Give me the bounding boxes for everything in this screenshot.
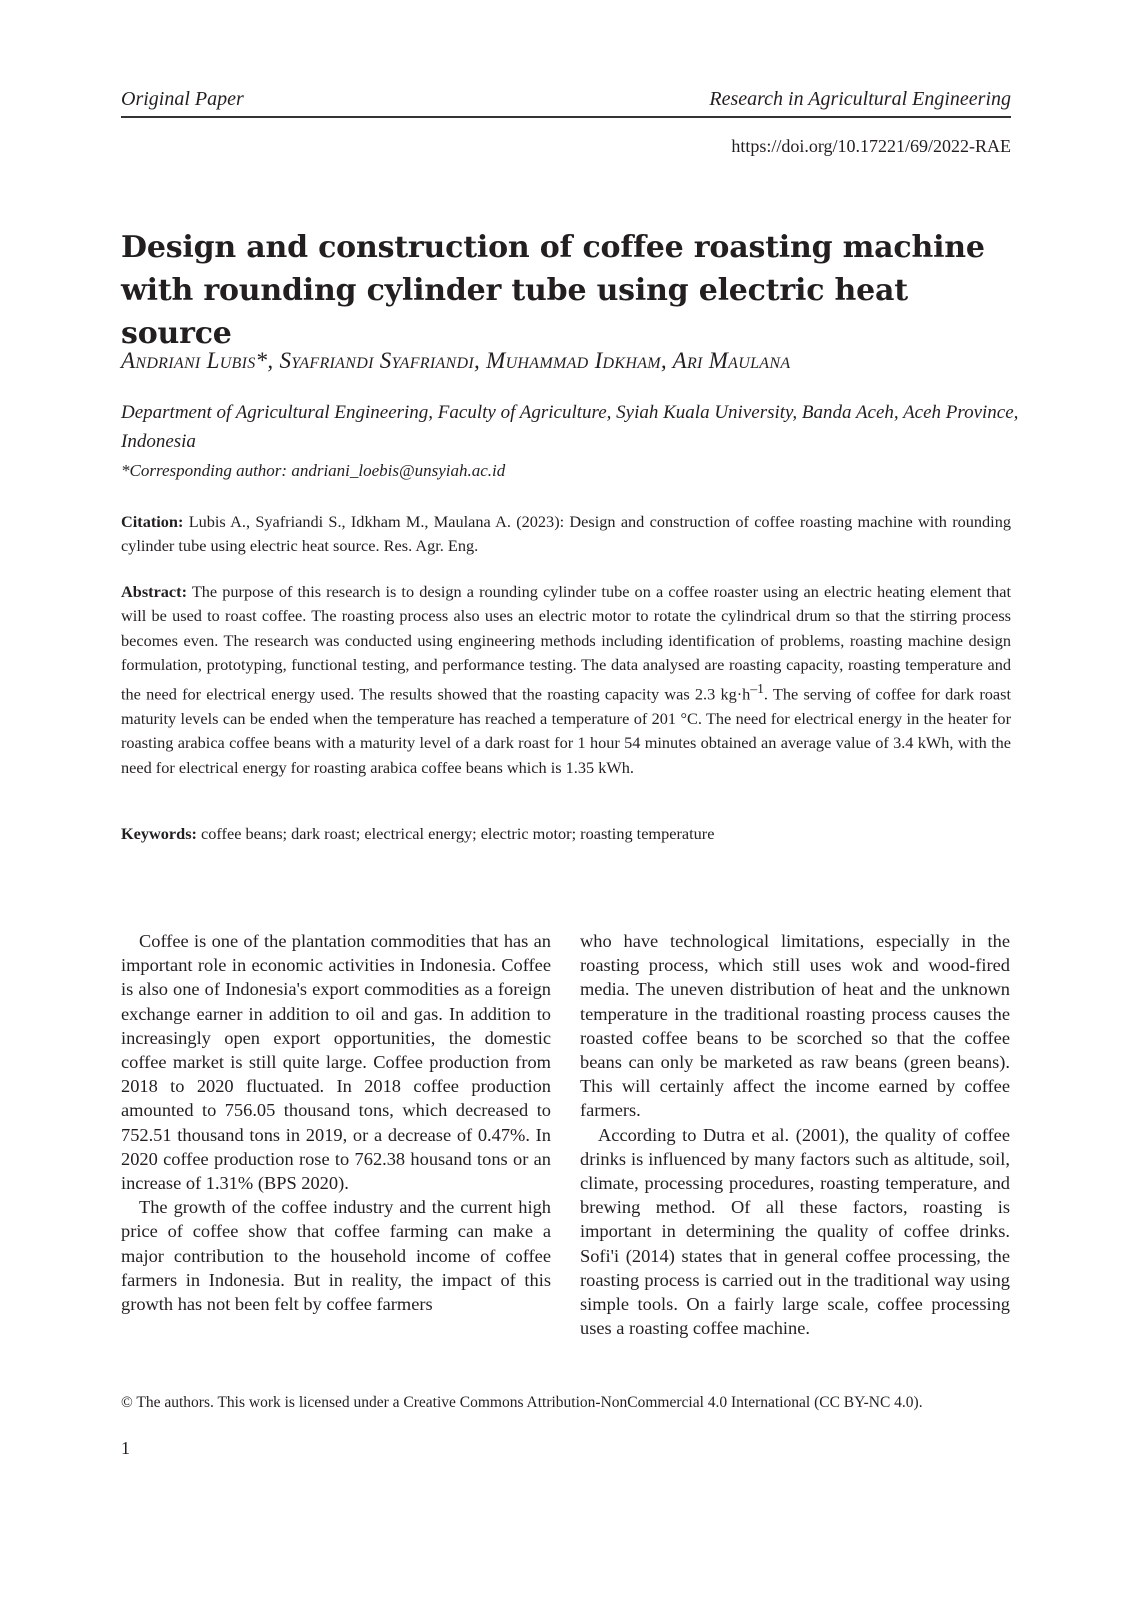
paper-title: Design and construction of coffee roasting machine with rounding cylinder tube using electric heat source bbox=[121, 230, 985, 351]
body-column-right bbox=[580, 929, 1010, 1340]
body-paragraph: According to Dutra et al. (2001), the quality of coffee drinks is influenced by many factors such as altitude, soil, climate, processing procedures, roasting temperature, and brewing method. Of all these factors, roasting is important in determining the quality of coffee drinks. Sofi'i (2014) states that in general coffee processing, the roasting process is carried out in the traditional way using simple tools. On a fairly large scale, coffee processing uses a roasting coffee machine. bbox=[580, 1124, 1010, 1339]
author-list: Andriani Lubis*, Syafriandi Syafriandi, Muhammad Idkham, Ari Maulana bbox=[121, 348, 791, 373]
body-paragraph: Coffee is one of the plantation commodities that has an important role in economic activities in Indonesia. Coffee is also one of Indonesia's export commodities as a foreign exchange earner in addition to oil and gas. In addition to increasingly open export opportunities, the domestic coffee market is still quite large. Coffee production from 2018 to 2020 fluctuated. In 2018 coffee production amounted to 756.05 thousand tons, which decreased to 752.51 thousand tons in 2019, or a decrease of 0.47%. In 2020 coffee production rose to 762.38 housand tons or an increase of 1.31% (BPS 2020). bbox=[121, 931, 551, 1194]
abstract-text-1: The purpose of this research is to design a rounding cylinder tube on a coffee roaster using an electric heating element that will be used to roast coffee. The roasting process also uses an electric motor to rotate the cylindrical drum so that the stirring process becomes even. The research was conducted using engineering methods including identification of problems, roasting machine design formulation, prototyping, functional testing, and performance testing. The data analysed are roasting capacity, roasting temperature and the need for electrical energy used. The results showed that the roasting capacity was 2.3 kg·h bbox=[121, 582, 1012, 704]
page-number: 1 bbox=[121, 1438, 130, 1458]
citation-text: Lubis A., Syafriandi S., Idkham M., Maulana A. (2023): Design and construction of coffee roasting machine with rounding cylinder tube using electric heat source. Res. Agr. Eng. bbox=[121, 512, 1011, 555]
body-paragraph: who have technological limitations, especially in the roasting process, which still uses wok and wood-fired media. The uneven distribution of heat and the unknown temperature in the traditional roasting process causes the roasted coffee beans to be scorched so that the coffee beans can only be marketed as raw beans (green beans). This will certainly affect the income earned by coffee farmers. bbox=[580, 931, 1010, 1121]
body-paragraph: The growth of the coffee industry and the current high price of coffee show that coffee farming can make a major contribution to the household income of coffee farmers in Indonesia. But in reality, the impact of this growth has not been felt by coffee farmers bbox=[121, 1197, 551, 1315]
running-header bbox=[121, 88, 1011, 118]
abstract-text-2: . The serving of coffee for dark roast maturity levels can be ended when the temperature has reached a temperature of 201 °C. The need for electrical energy in the heater for roasting arabica coffee beans with a maturity level of a dark roast for 1 hour 54 minutes obtained an average value of 3.4 kWh, with the need for electrical energy for roasting arabica coffee beans which is 1.35 kWh. bbox=[121, 684, 1011, 777]
abstract-superscript: –1 bbox=[750, 681, 764, 697]
keywords-label: Keywords: bbox=[121, 824, 197, 843]
journal-name: Research in Agricultural Engineering bbox=[709, 88, 1011, 110]
keywords-text: coffee beans; dark roast; electrical energy; electric motor; roasting temperature bbox=[201, 824, 715, 843]
body-column-left bbox=[121, 929, 551, 1316]
journal-section-label: Original Paper bbox=[121, 88, 244, 110]
abstract-label: Abstract: bbox=[121, 582, 188, 601]
license-note: © The authors. This work is licensed under a Creative Commons Attribution-NonCommercial 4.0 International (CC BY-NC 4.0). bbox=[121, 1394, 923, 1411]
abstract bbox=[121, 580, 1011, 780]
corresponding-author: *Corresponding author: andriani_loebis@unsyiah.ac.id bbox=[121, 461, 506, 480]
doi-link[interactable]: https://doi.org/10.17221/69/2022-RAE bbox=[731, 136, 1011, 156]
keywords bbox=[121, 822, 1011, 846]
citation bbox=[121, 510, 1011, 558]
citation-label: Citation: bbox=[121, 512, 184, 531]
affiliation: Department of Agricultural Engineering, Faculty of Agriculture, Syiah Kuala University, Banda Aceh, Aceh Province, Indonesia bbox=[121, 402, 1019, 452]
